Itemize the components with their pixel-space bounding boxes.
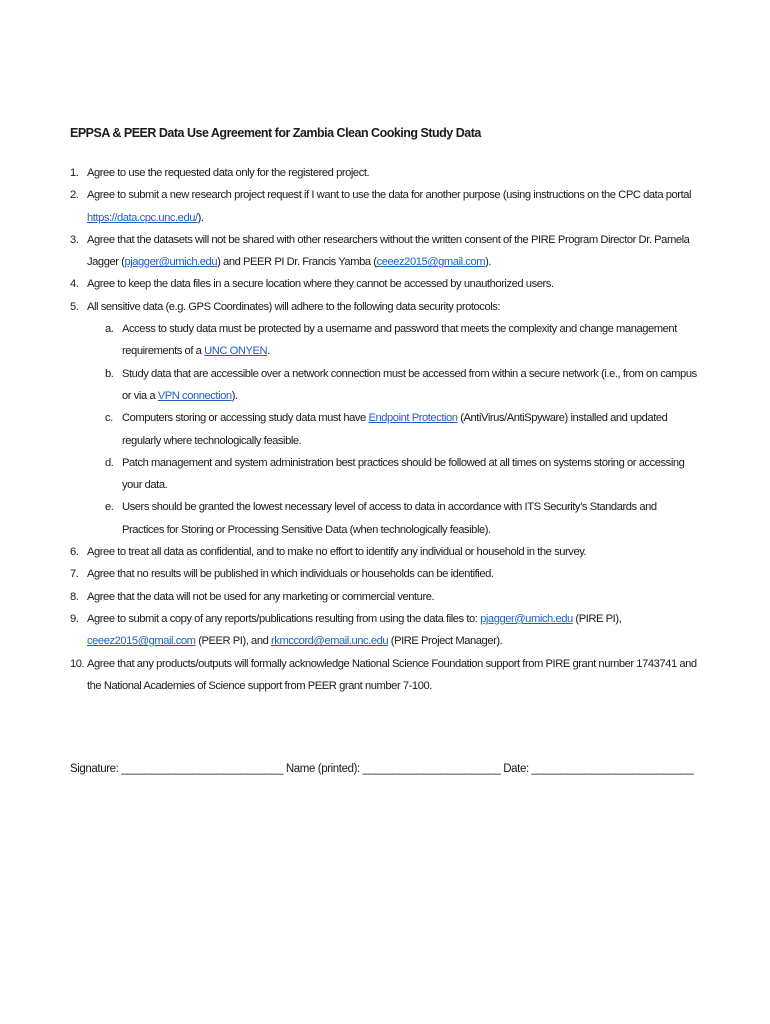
list-item	[70, 541, 700, 563]
item-text: Agree that the datasets will not be shared with other researchers without the written consent of the PIRE Program Director Dr. Pamela Jagger (	[87, 233, 690, 269]
item-text: Access to study data must be protected by a username and password that meets the complexity and change management requirements of a	[122, 323, 677, 358]
item-text: Agree to submit a copy of any reports/publications resulting from using the data files to:	[87, 612, 481, 625]
item-text: Agree that the data will not be used for any marketing or commercial venture.	[87, 590, 435, 603]
list-item	[70, 586, 700, 608]
item-number: a.	[105, 323, 114, 336]
item-number: 6.	[70, 546, 79, 559]
item-text: Agree to submit a new research project request if I want to use the data for another purpose (using instructions on the CPC data portal	[87, 189, 692, 202]
list-item	[70, 273, 700, 295]
item-text: (AntiVirus/AntiSpyware) installed and updated regularly where technologically feasible.	[122, 412, 668, 447]
hyperlink[interactable]: pjagger@umich.edu	[124, 256, 218, 269]
sub-list-item	[70, 407, 700, 452]
sub-list-item	[70, 363, 700, 408]
list-item	[70, 229, 700, 274]
item-number: 10.	[70, 657, 85, 670]
agreement-list	[70, 162, 700, 697]
item-number: 8.	[70, 590, 79, 603]
hyperlink[interactable]: VPN connection	[157, 389, 232, 402]
sub-list-item	[70, 318, 700, 363]
hyperlink[interactable]: ceeez2015@gmail.com	[87, 635, 196, 648]
item-text: (PIRE PI),	[572, 612, 622, 625]
sub-list-item	[70, 496, 700, 541]
list-item	[70, 296, 700, 318]
item-text: (PIRE Project Manager).	[388, 635, 503, 648]
item-text: ).	[485, 256, 492, 269]
item-text: Agree to use the requested data only for the registered project.	[87, 167, 370, 179]
hyperlink[interactable]: UNC ONYEN	[204, 345, 268, 358]
item-number: 9.	[70, 612, 79, 625]
hyperlink[interactable]: Endpoint Protection	[368, 412, 458, 425]
item-number: c.	[105, 412, 113, 425]
hyperlink[interactable]: ceeez2015@gmail.com	[376, 256, 486, 269]
item-number: 1.	[70, 167, 79, 179]
item-text: Agree that any products/outputs will formally acknowledge National Science Foundation support from PIRE grant number 1743741 and the National Academies of Science support from PEER grant number 7-100.	[87, 657, 697, 692]
list-item	[70, 162, 700, 184]
item-number: 4.	[70, 278, 79, 291]
item-text: Agree to treat all data as confidential, and to make no effort to identify any individual or household in the survey.	[87, 546, 587, 559]
item-number: e.	[105, 501, 114, 514]
list-item	[70, 184, 700, 229]
item-number: 2.	[70, 189, 79, 202]
item-text: ).	[231, 389, 238, 402]
item-text: Computers storing or accessing study data must have	[122, 412, 369, 425]
list-item	[70, 608, 700, 653]
item-text: Users should be granted the lowest necessary level of access to data in accordance with ITS Security’s Standards and Practices for Storing or Processing Sensitive Data (when technologically feasible).	[122, 501, 657, 536]
list-item	[70, 563, 700, 585]
item-number: 3.	[70, 233, 79, 246]
item-number: b.	[105, 367, 114, 380]
item-text: All sensitive data (e.g. GPS Coordinates) will adhere to the following data security protocols:	[87, 300, 501, 313]
item-text: Agree to keep the data files in a secure location where they cannot be accessed by unauthorized users.	[87, 278, 554, 291]
item-number: d.	[105, 456, 114, 469]
hyperlink[interactable]: rkmccord@email.unc.edu	[271, 635, 389, 648]
item-text: ) and PEER PI Dr. Francis Yamba (	[217, 256, 377, 269]
item-text: Patch management and system administration best practices should be followed at all times on systems storing or accessing your data.	[122, 456, 685, 492]
list-item	[70, 653, 700, 698]
item-text: Study data that are accessible over a network connection must be accessed from within a secure network (i.e., from on campus or via a	[122, 367, 697, 402]
item-text: Agree that no results will be published in which individuals or households can be identified.	[87, 568, 494, 581]
document-title: EPPSA & PEER Data Use Agreement for Zambia Clean Cooking Study Data	[70, 126, 481, 140]
item-text: (PEER PI), and	[195, 635, 272, 648]
item-number: 7.	[70, 568, 79, 581]
signature-line: Signature: ___________________________ Name (printed): _______________________ Date: ___________________________	[70, 763, 694, 775]
item-number: 5.	[70, 300, 79, 313]
hyperlink[interactable]: https://data.cpc.unc.edu/	[87, 211, 198, 224]
item-text: ).	[197, 211, 204, 224]
item-text: .	[267, 345, 270, 358]
hyperlink[interactable]: pjagger@umich.edu	[480, 612, 573, 625]
sub-list-item	[70, 452, 700, 497]
